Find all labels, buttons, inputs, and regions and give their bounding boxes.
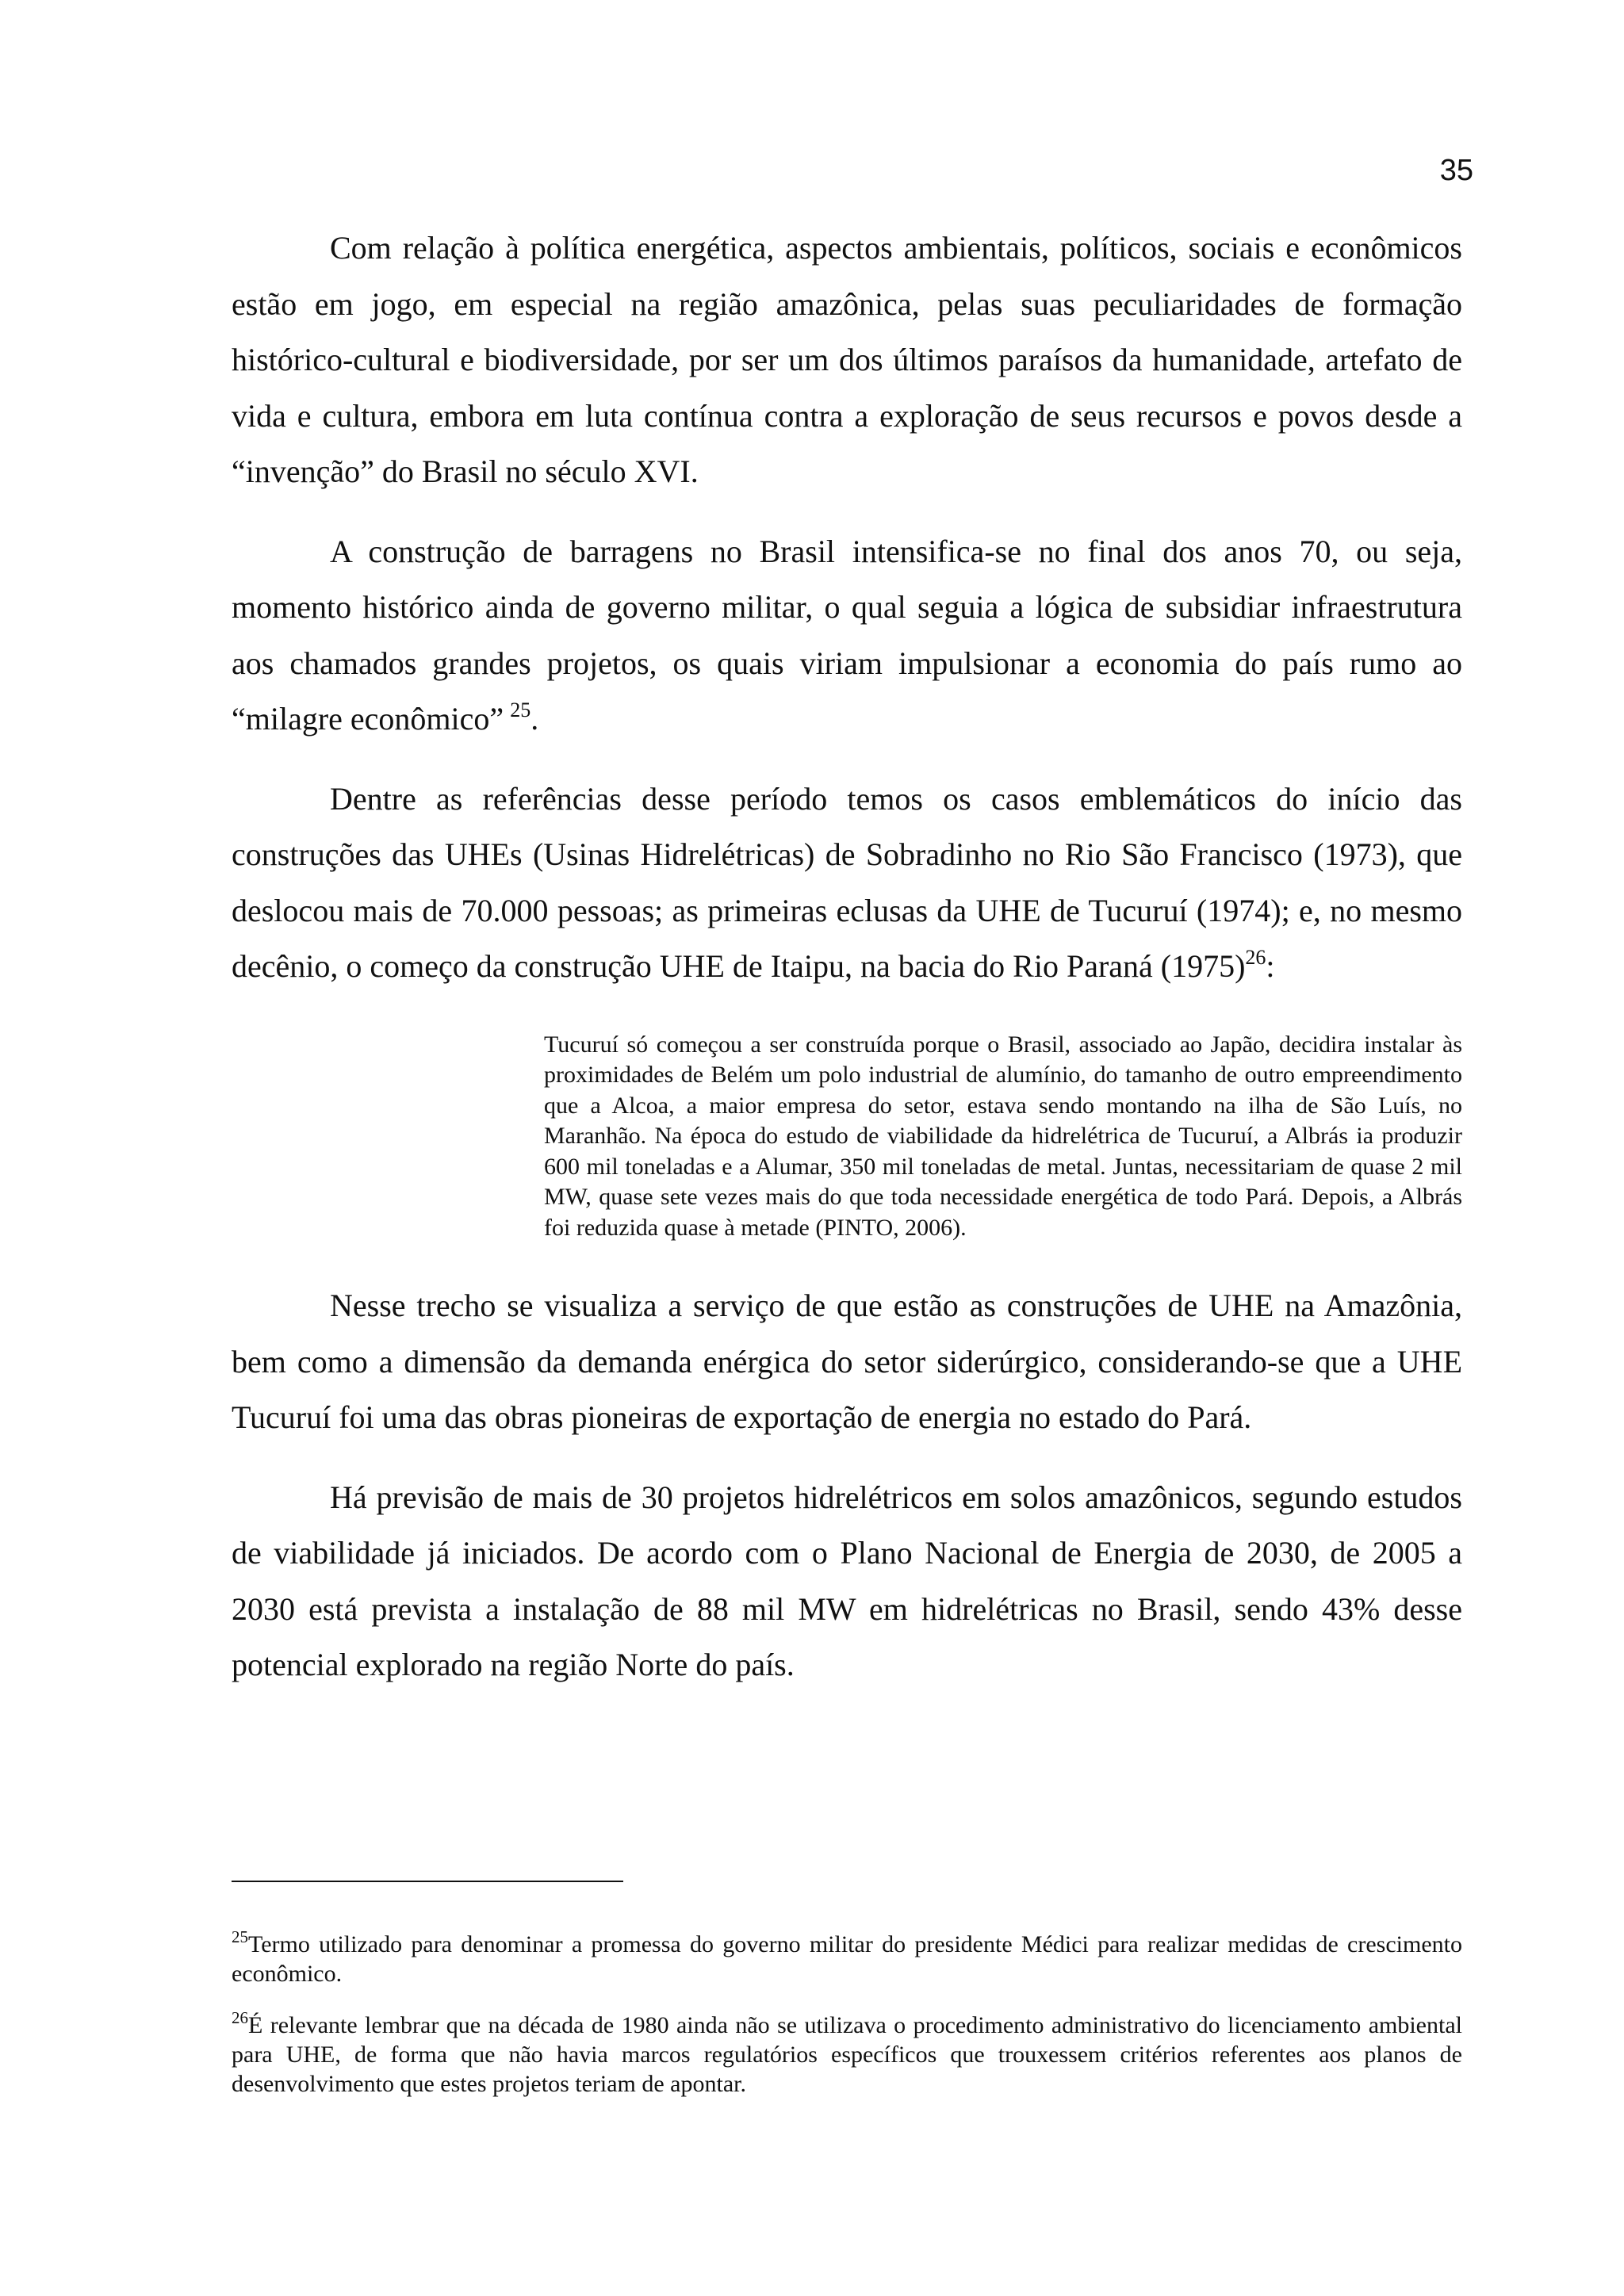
footnote-text: Termo utilizado para denominar a promessa do governo militar do presidente Médici para realizar medidas de crescimento econômico. xyxy=(232,1931,1462,1987)
paragraph-emblematic-cases xyxy=(232,771,1462,995)
footnote-reference-26[interactable]: 26 xyxy=(1245,946,1266,969)
footnotes xyxy=(232,1927,1462,2121)
paragraph-text: Com relação à política energética, aspectos ambientais, políticos, sociais e econômicos estão em jogo, em especial na região amazônica, pelas suas peculiaridades de formação histórico-cultural e biodiversidade, por ser um dos últimos paraísos da humanidade, artefato de vida e cultura, embora em luta contínua contra a exploração de seus recursos e povos desde a “invenção” do Brasil no século XVI. xyxy=(232,230,1462,489)
footnote-text: É relevante lembrar que na década de 1980 ainda não se utilizava o procedimento administrativo do licenciamento ambiental para UHE, de forma que não havia marcos regulatórios específicos que trouxessem critérios referentes aos planos de desenvolvimento que estes projetos teriam de apontar. xyxy=(232,2012,1462,2097)
paragraph-text: Dentre as referências desse período temos os casos emblemáticos do início das construções das UHEs (Usinas Hidrelétricas) de Sobradinho no Rio São Francisco (1973), que deslocou mais de 70.000 pessoas; as primeiras eclusas da UHE de Tucuruí (1974); e, no mesmo decênio, o começo da construção UHE de Itaipu, na bacia do Rio Paraná (1975) xyxy=(232,780,1462,984)
paragraph-text: Nesse trecho se visualiza a serviço de que estão as construções de UHE na Amazônia, bem como a dimensão da demanda enérgica do setor siderúrgico, considerando-se que a UHE Tucuruí foi uma das obras pioneiras de exportação de energia no estado do Pará. xyxy=(232,1288,1462,1435)
page-number: 35 xyxy=(1439,154,1473,187)
paragraph-dam-construction xyxy=(232,524,1462,748)
paragraph-hydro-projects xyxy=(232,1470,1462,1693)
footnote-number: 26 xyxy=(232,2008,248,2027)
footnote-separator xyxy=(232,1881,623,1882)
footnote-25 xyxy=(232,1927,1462,1988)
footnote-26 xyxy=(232,2008,1462,2099)
footnote-reference-25[interactable]: 25 xyxy=(510,698,531,721)
block-quotation: Tucuruí só começou a ser construída porque o Brasil, associado ao Japão, decidira instalar às proximidades de Belém um polo industrial de alumínio, do tamanho de outro empreendimento que a Alcoa, a maior empresa do setor, estava sendo montando na ilha de São Luís, no Maranhão. Na época do estudo de viabilidade da hidrelétrica de Tucuruí, a Albrás ia produzir 600 mil toneladas e a Alumar, 350 mil toneladas de metal. Juntas, necessitariam de quase 2 mil MW, quase sete vezes mais do que toda necessidade energética de todo Pará. Depois, a Albrás foi reduzida quase à metade (PINTO, 2006). xyxy=(544,1031,1462,1241)
paragraph-energy-policy xyxy=(232,220,1462,500)
body-text xyxy=(232,220,1462,1693)
paragraph-text: Há previsão de mais de 30 projetos hidrelétricos em solos amazônicos, segundo estudos de viabilidade já iniciados. De acordo com o Plano Nacional de Energia de 2030, de 2005 a 2030 está prevista a instalação de 88 mil MW em hidrelétricas no Brasil, sendo 43% desse potencial explorado na região Norte do país. xyxy=(232,1479,1462,1682)
paragraph-excerpt-analysis xyxy=(232,1278,1462,1446)
footnote-number: 25 xyxy=(232,1927,248,1946)
paragraph-punctuation: . xyxy=(530,701,539,737)
paragraph-text: A construção de barragens no Brasil intensifica-se no final dos anos 70, ou seja, momento histórico ainda de governo militar, o qual seguia a lógica de subsidiar infraestrutura aos chamados grandes projetos, os quais viriam impulsionar a economia do país rumo ao “milagre econômico” xyxy=(232,533,1462,737)
paragraph-punctuation: : xyxy=(1266,948,1275,984)
